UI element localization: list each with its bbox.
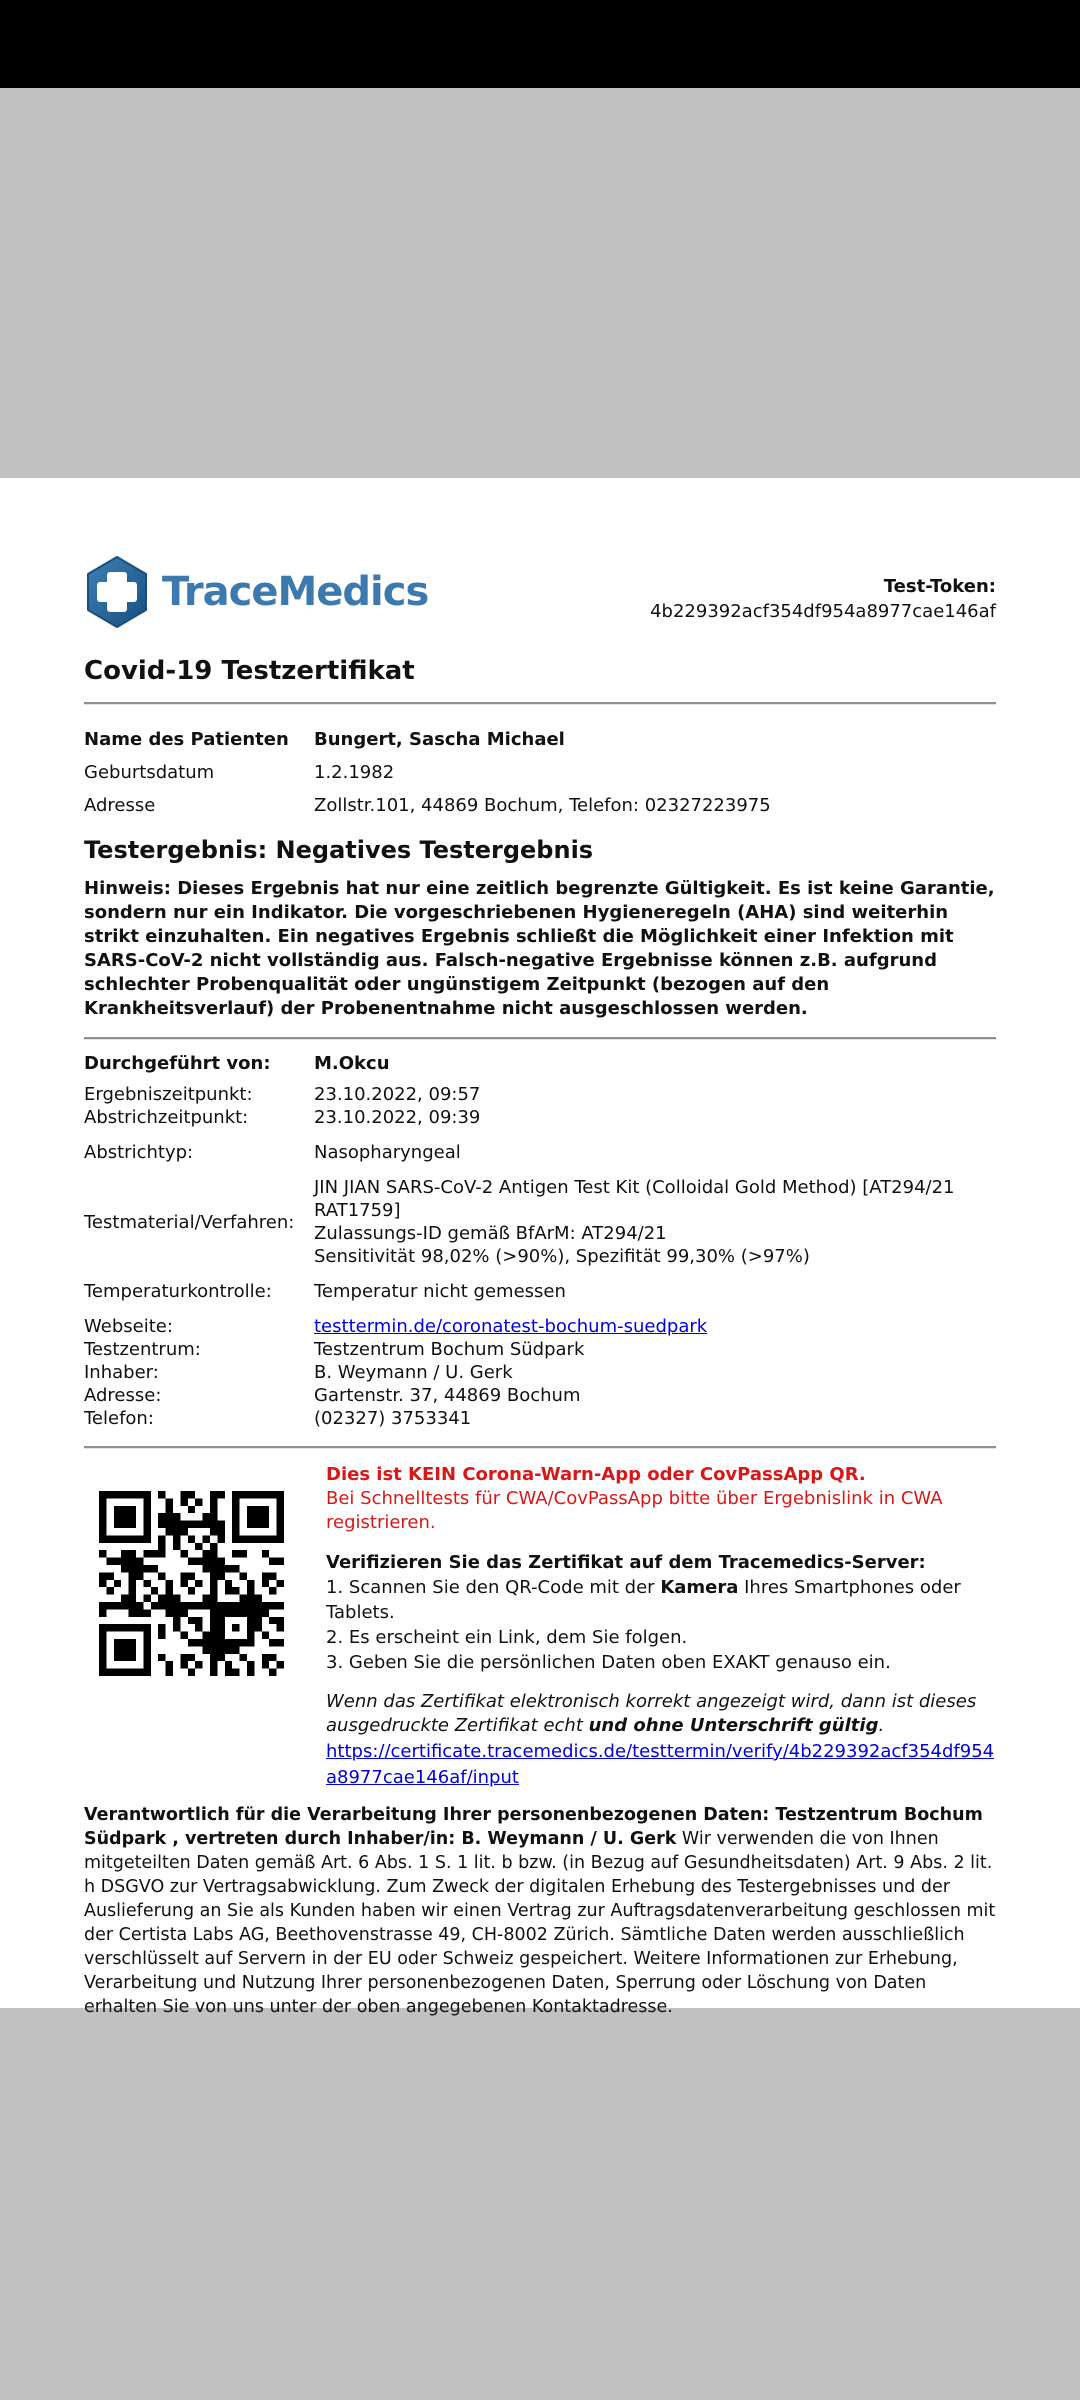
verify-step-1	[326, 1575, 996, 1625]
table-row-test-center	[84, 1338, 996, 1361]
privacy-body-text: Wir verwenden die von Ihnen mitgeteilten Daten gemäß Art. 6 Abs. 1 S. 1 lit. b bzw. (in Bezug auf Gesundheitsdaten) Art. 9 Abs. 2 lit. h DSGVO zur Vertragsabwicklung. Zum Zweck der digitalen Erhebung des Testergebnisses und der Auslieferung an Sie als Kunden haben wir einen Vertrag zur Auftragsdatenverarbeitung geschlossen mit der Certista Labs AG, Beethovenstrasse 49, CH-8002 Zürich. Sämtliche Daten werden ausschließlich verschlüsselt auf Servern in der EU oder Schweiz gespeichert. Weitere Informationen zur Erhebung, Verarbeitung und Nutzung Ihrer personenbezogenen Daten, Sperrung oder Löschung von Daten erhalten Sie von uns unter der oben angegebenen Kontaktadresse.	[84, 1829, 996, 2017]
row-label: Adresse	[84, 795, 156, 816]
pdf-viewer-background	[0, 88, 1080, 2017]
row-value: Gartenstr. 37, 44869 Bochum	[314, 1385, 581, 1406]
result-notice-paragraph: Hinweis: Dieses Ergebnis hat nur eine zeitlich begrenzte Gültigkeit. Es ist keine Garantie, sondern nur ein Indikator. Die vorgeschriebenen Hygieneregeln (AHA) sind weiterhin strikt einzuhalten. Ein negatives Ergebnis schließt die Möglichkeit einer Infektion mit SARS-CoV-2 nicht vollständig aus. Falsch-negative Ergebnisse können z.B. aufgrund schlechter Probenqualität oder ungünstigem Zeitpunkt (bezogen auf den Krankheitsverlauf) der Probenentnahme nicht ausgeschlossen werden.	[84, 878, 995, 1019]
row-value: 23.10.2022, 09:39	[314, 1107, 481, 1128]
verify-url-link[interactable]: https://certificate.tracemedics.de/testtermin/verify/4b229392acf354df954a8977cae146af/input	[326, 1741, 995, 1788]
privacy-responsible-bold: Verantwortlich für die Verarbeitung Ihrer personenbezogenen Daten: Testzentrum Bochum Südpark , vertreten durch Inhaber/in: B. Weymann / U. Gerk	[84, 1805, 983, 1849]
table-row-result-time	[84, 1083, 996, 1106]
validity-note-text: Wenn das Zertifikat elektronisch korrekt angezeigt wird, dann ist dieses ausgedruckte Zertifikat echt	[326, 1691, 977, 1736]
row-label: Webseite:	[84, 1316, 173, 1337]
row-value: (02327) 3753341	[314, 1408, 472, 1429]
medical-cross-hexagon-icon	[84, 556, 150, 628]
row-value: Zollstr.101, 44869 Bochum, Telefon: 02327223975	[314, 795, 771, 816]
test-kit-line: JIN JIAN SARS-CoV-2 Antigen Test Kit (Colloidal Gold Method) [AT294/21 RAT1759]	[314, 1177, 955, 1221]
sensitivity-line: Sensitivität 98,02% (>90%), Spezifität 99,30% (>97%)	[314, 1246, 810, 1267]
validity-note	[326, 1690, 996, 1738]
table-row-address	[84, 795, 996, 816]
table-row-swab-time	[84, 1106, 996, 1129]
row-label: Durchgeführt von:	[84, 1053, 271, 1074]
patient-table	[84, 729, 996, 816]
row-value: M.Okcu	[314, 1053, 390, 1074]
table-row-owner	[84, 1361, 996, 1384]
verify-heading: Verifizieren Sie das Zertifikat auf dem Tracemedics-Server:	[326, 1552, 926, 1573]
row-label: Name des Patienten	[84, 729, 289, 750]
table-row-birthdate	[84, 762, 996, 783]
page-title: Covid-19 Testzertifikat	[84, 656, 415, 686]
row-label: Telefon:	[84, 1408, 154, 1429]
row-value: Testzentrum Bochum Südpark	[314, 1339, 585, 1360]
verify-step-2: 2. Es erscheint ein Link, dem Sie folgen.	[326, 1627, 688, 1648]
status-bar	[0, 0, 1080, 88]
table-row-phone	[84, 1407, 996, 1430]
test-token-block	[650, 576, 996, 622]
verify-steps	[326, 1575, 996, 1675]
row-value: Bungert, Sascha Michael	[314, 729, 565, 750]
row-label: Inhaber:	[84, 1362, 159, 1383]
test-result-heading: Testergebnis: Negatives Testergebnis	[84, 836, 594, 864]
test-token-value: 4b229392acf354df954a8977cae146af	[650, 601, 996, 622]
verification-section	[84, 1463, 996, 1791]
row-label: Ergebniszeitpunkt:	[84, 1084, 253, 1105]
divider	[84, 1037, 996, 1040]
row-value: 23.10.2022, 09:57	[314, 1084, 481, 1105]
row-value	[314, 1315, 996, 1338]
privacy-paragraph	[84, 1803, 996, 2019]
validity-note-text: .	[878, 1715, 885, 1736]
test-details-table	[84, 1052, 996, 1430]
row-value	[314, 1176, 996, 1268]
certificate-page	[0, 478, 1080, 2017]
row-label: Testmaterial/Verfahren:	[84, 1211, 295, 1233]
step-text: Ihres Smartphones oder Tablets.	[326, 1577, 961, 1623]
row-value: B. Weymann / U. Gerk	[314, 1362, 513, 1383]
row-value: Temperatur nicht gemessen	[314, 1281, 566, 1302]
validity-note-bold: und ohne Unterschrift gültig	[588, 1715, 879, 1736]
table-row-center-address	[84, 1384, 996, 1407]
row-label: Adresse:	[84, 1385, 162, 1406]
divider	[84, 702, 996, 705]
table-row-temperature	[84, 1280, 996, 1303]
row-value: 1.2.1982	[314, 762, 395, 783]
table-row-swab-type	[84, 1141, 996, 1164]
document-header	[84, 556, 996, 628]
table-row-performed-by	[84, 1052, 996, 1075]
row-label: Abstrichzeitpunkt:	[84, 1107, 249, 1128]
cwa-warning-bold: Dies ist KEIN Corona-Warn-App oder CovPassApp QR.	[326, 1464, 866, 1485]
divider	[84, 1446, 996, 1449]
logo-wordmark: TraceMedics	[162, 569, 429, 615]
verification-text-column	[326, 1463, 996, 1791]
row-label: Geburtsdatum	[84, 762, 215, 783]
table-row-website	[84, 1315, 996, 1338]
step-bold-text: Kamera	[660, 1577, 739, 1598]
verify-step-3: 3. Geben Sie die persönlichen Daten oben EXAKT genauso ein.	[326, 1652, 891, 1673]
website-link[interactable]: testtermin.de/coronatest-bochum-suedpark	[314, 1316, 708, 1337]
test-token-label: Test-Token:	[883, 576, 996, 597]
qr-code	[99, 1491, 284, 1676]
step-text: 1. Scannen Sie den QR-Code mit der	[326, 1577, 661, 1598]
row-value: Nasopharyngeal	[314, 1142, 461, 1163]
row-label: Temperaturkontrolle:	[84, 1281, 272, 1302]
row-label: Abstrichtyp:	[84, 1142, 194, 1163]
cwa-warning-note: Bei Schnelltests für CWA/CovPassApp bitte über Ergebnislink in CWA registrieren.	[326, 1488, 943, 1533]
table-row-patient-name	[84, 729, 996, 750]
approval-id-line: Zulassungs-ID gemäß BfArM: AT294/21	[314, 1223, 667, 1244]
table-row-test-material	[84, 1176, 996, 1268]
row-label: Testzentrum:	[84, 1339, 201, 1360]
tracemedics-logo	[84, 556, 428, 628]
